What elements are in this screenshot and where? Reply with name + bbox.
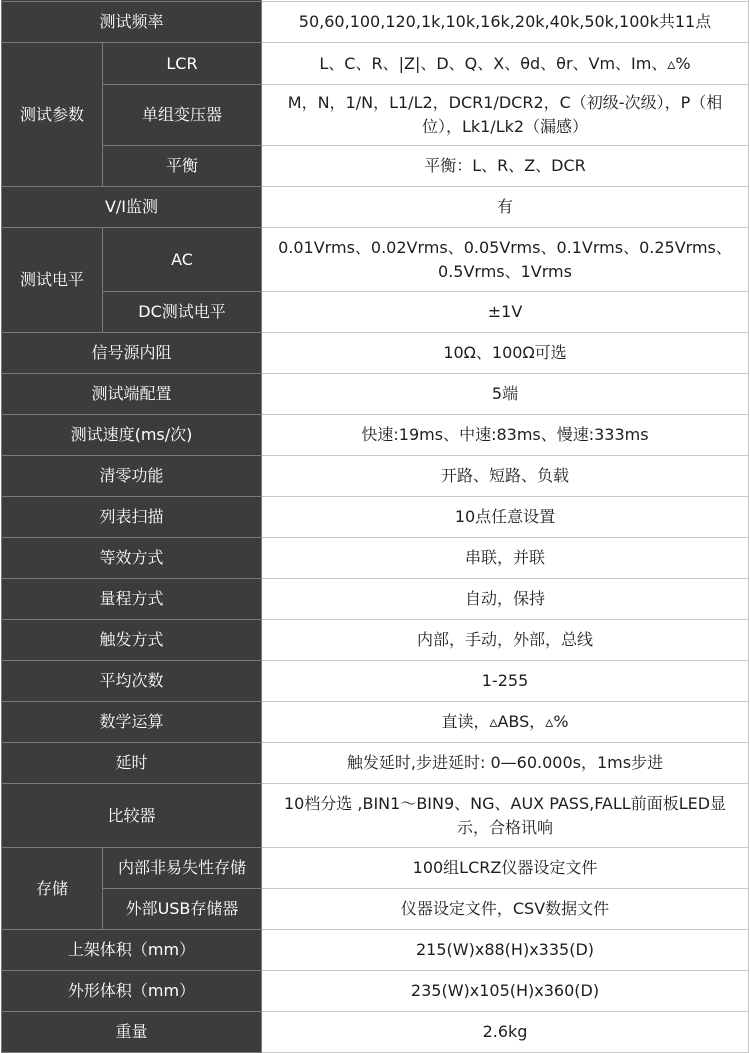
spec-sublabel: 平衡 xyxy=(103,146,262,187)
spec-label: 上架体积（mm） xyxy=(2,930,262,971)
spec-value: 直读，▵ABS，▵% xyxy=(262,702,749,743)
spec-table xyxy=(1,0,749,1053)
spec-sublabel: LCR xyxy=(103,43,262,85)
table-row xyxy=(2,889,749,930)
table-row xyxy=(2,661,749,702)
table-row xyxy=(2,538,749,579)
table-row xyxy=(2,743,749,784)
spec-label: 比较器 xyxy=(2,784,262,848)
spec-sublabel: 单组变压器 xyxy=(103,85,262,146)
spec-sublabel: 外部USB存储器 xyxy=(103,889,262,930)
table-row xyxy=(2,784,749,848)
spec-value: 215(W)x88(H)x335(D) xyxy=(262,930,749,971)
spec-value: 5端 xyxy=(262,374,749,415)
spec-label: 测试速度(ms/次) xyxy=(2,415,262,456)
spec-group-label: 存储 xyxy=(2,848,103,930)
spec-label: 测试端配置 xyxy=(2,374,262,415)
spec-value: 235(W)x105(H)x360(D) xyxy=(262,971,749,1012)
table-row xyxy=(2,85,749,146)
spec-value: 内部，手动，外部，总线 xyxy=(262,620,749,661)
table-row xyxy=(2,971,749,1012)
spec-label: V/I监测 xyxy=(2,187,262,228)
spec-label: 平均次数 xyxy=(2,661,262,702)
table-row xyxy=(2,579,749,620)
table-row xyxy=(2,374,749,415)
table-row xyxy=(2,930,749,971)
spec-value: 串联，并联 xyxy=(262,538,749,579)
table-row xyxy=(2,333,749,374)
table-row xyxy=(2,146,749,187)
spec-value: 快速:19ms、中速:83ms、慢速:333ms xyxy=(262,415,749,456)
table-row xyxy=(2,2,749,43)
table-row xyxy=(2,292,749,333)
spec-label: 信号源内阻 xyxy=(2,333,262,374)
table-row xyxy=(2,228,749,292)
table-row xyxy=(2,43,749,85)
spec-group-label: 测试参数 xyxy=(2,43,103,187)
spec-value: 100组LCRZ仪器设定文件 xyxy=(262,848,749,889)
spec-sublabel: DC测试电平 xyxy=(103,292,262,333)
spec-value: 50,60,100,120,1k,10k,16k,20k,40k,50k,100k共11点 xyxy=(262,2,749,43)
spec-value: ±1V xyxy=(262,292,749,333)
spec-sublabel: 内部非易失性存储 xyxy=(103,848,262,889)
spec-label: 清零功能 xyxy=(2,456,262,497)
spec-label: 等效方式 xyxy=(2,538,262,579)
table-row xyxy=(2,620,749,661)
spec-label: 列表扫描 xyxy=(2,497,262,538)
spec-value: M，N，1/N，L1/L2，DCR1/DCR2，C（初级-次级），P（相位），Lk1/Lk2（漏感） xyxy=(262,85,749,146)
spec-value: 开路、短路、负载 xyxy=(262,456,749,497)
spec-group-label: 测试电平 xyxy=(2,228,103,333)
spec-label: 外形体积（mm） xyxy=(2,971,262,1012)
spec-value: 0.01Vrms、0.02Vrms、0.05Vrms、0.1Vrms、0.25Vrms、0.5Vrms、1Vrms xyxy=(262,228,749,292)
table-row xyxy=(2,415,749,456)
table-row xyxy=(2,848,749,889)
spec-value: 触发延时,步进延时: 0—60.000s，1ms步进 xyxy=(262,743,749,784)
table-row xyxy=(2,456,749,497)
spec-value: 2.6kg xyxy=(262,1012,749,1053)
spec-value: 平衡：L、R、Z、DCR xyxy=(262,146,749,187)
spec-value: L、C、R、|Z|、D、Q、X、θd、θr、Vm、Im、▵% xyxy=(262,43,749,85)
table-row xyxy=(2,1012,749,1053)
spec-label: 重量 xyxy=(2,1012,262,1053)
spec-label: 触发方式 xyxy=(2,620,262,661)
table-row xyxy=(2,497,749,538)
spec-value: 1-255 xyxy=(262,661,749,702)
spec-sublabel: AC xyxy=(103,228,262,292)
spec-label: 数学运算 xyxy=(2,702,262,743)
table-row xyxy=(2,702,749,743)
spec-label: 量程方式 xyxy=(2,579,262,620)
spec-value: 仪器设定文件，CSV数据文件 xyxy=(262,889,749,930)
spec-value: 10点任意设置 xyxy=(262,497,749,538)
table-row xyxy=(2,187,749,228)
spec-value: 10档分选 ,BIN1～BIN9、NG、AUX PASS,FALL前面板LED显示，合格讯响 xyxy=(262,784,749,848)
spec-value: 自动，保持 xyxy=(262,579,749,620)
spec-label: 测试频率 xyxy=(2,2,262,43)
spec-label: 延时 xyxy=(2,743,262,784)
spec-value: 10Ω、100Ω可选 xyxy=(262,333,749,374)
spec-value: 有 xyxy=(262,187,749,228)
